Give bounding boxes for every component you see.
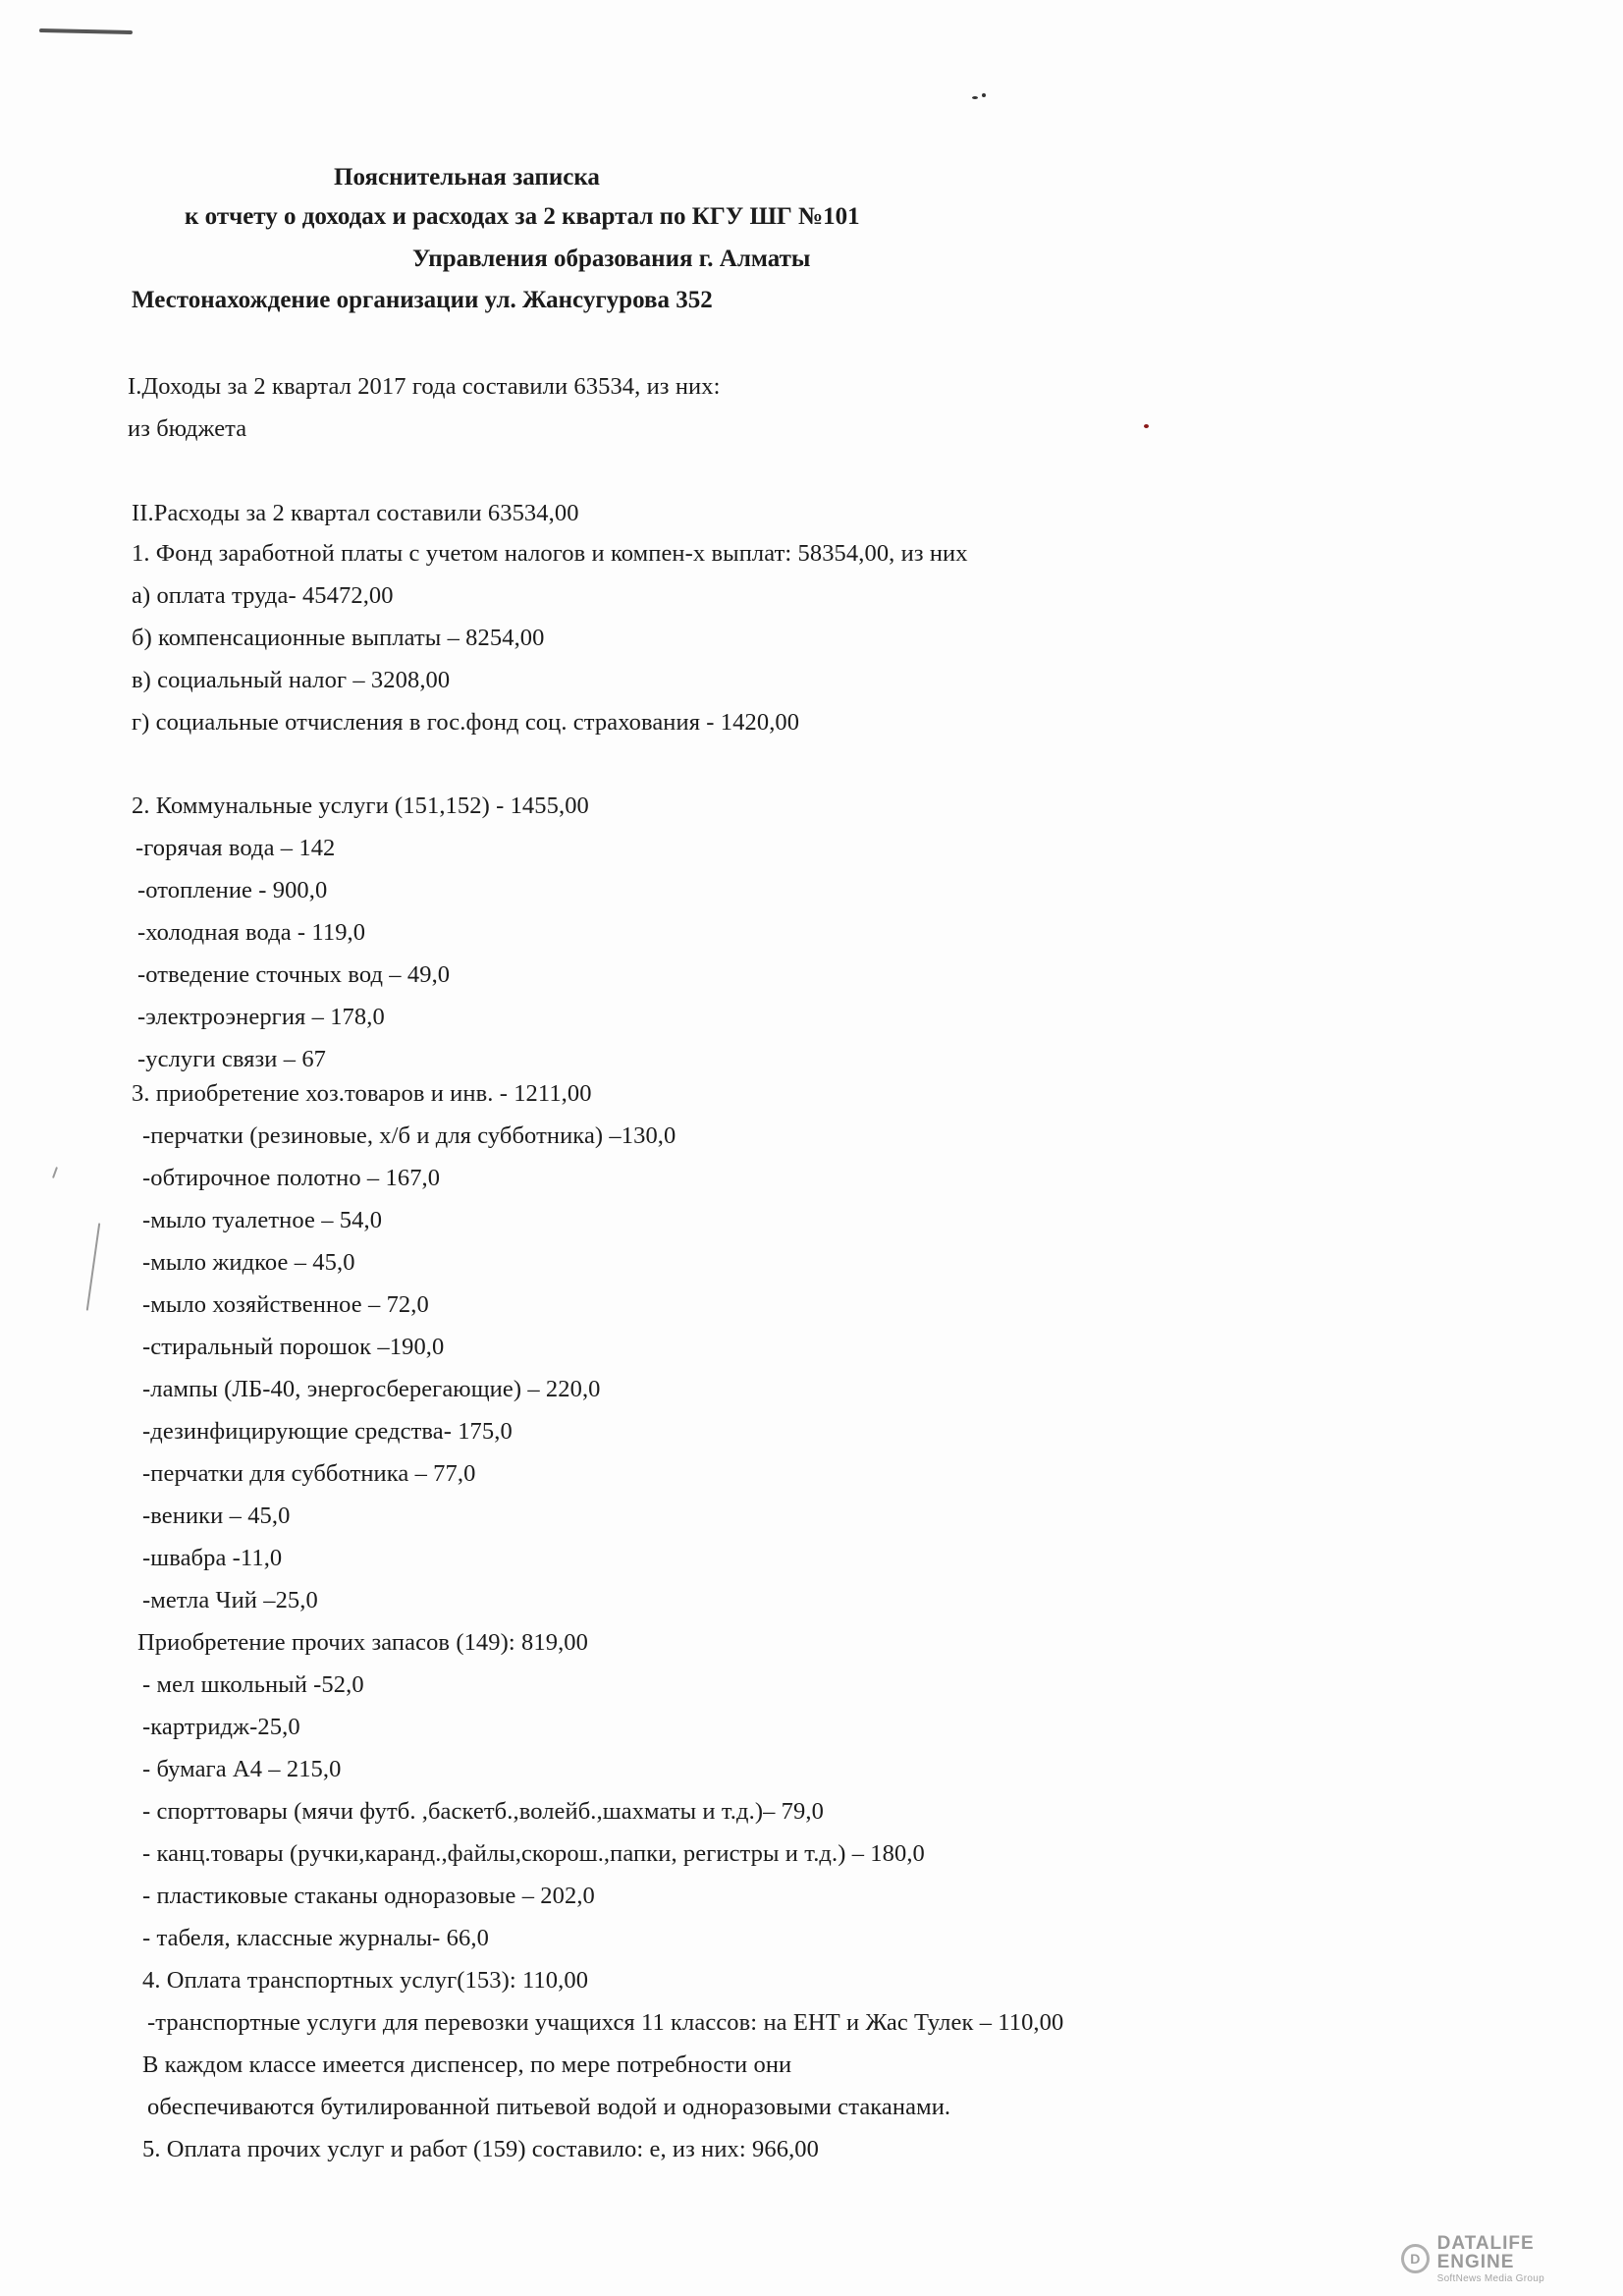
body-line: 3. приобретение хоз.товаров и инв. - 1211,00 (132, 1080, 592, 1107)
body-line: -отопление - 900,0 (137, 877, 328, 903)
body-line: из бюджета (128, 415, 247, 442)
body-line: - спорттовары (мячи футб. ,баскетб.,волейб.,шахматы и т.д.)– 79,0 (142, 1798, 824, 1825)
body-line: г) социальные отчисления в гос.фонд соц. страхования - 1420,00 (132, 709, 800, 736)
body-line: - канц.товары (ручки,каранд.,файлы,скорош.,папки, регистры и т.д.) – 180,0 (142, 1840, 925, 1867)
datalife-engine-watermark (1401, 2232, 1607, 2284)
body-line: -отведение сточных вод – 49,0 (137, 961, 451, 988)
body-line: -перчатки для субботника – 77,0 (142, 1460, 476, 1487)
watermark-main-text: DATALIFE ENGINE (1436, 2232, 1535, 2272)
body-line: Приобретение прочих запасов (149): 819,00 (137, 1629, 588, 1656)
ink-speck (1144, 424, 1149, 428)
ink-speck (982, 93, 986, 97)
department-line: Управления образования г. Алматы (412, 246, 811, 272)
body-line: -мыло хозяйственное – 72,0 (142, 1291, 429, 1318)
body-line: -лампы (ЛБ-40, энергосберегающие) – 220,0 (142, 1376, 601, 1402)
body-line: В каждом классе имеется диспенсер, по мере потребности они (142, 2051, 792, 2078)
document-title: Пояснительная записка (334, 164, 600, 191)
body-line: -швабра -11,0 (142, 1545, 283, 1571)
body-line: 4. Оплата транспортных услуг(153): 110,00 (142, 1967, 589, 1994)
margin-stroke (86, 1223, 101, 1310)
body-line: 1. Фонд заработной платы с учетом налогов и компен-х выплат: 58354,00, из них (132, 540, 968, 567)
corner-scan-mark (39, 28, 133, 34)
watermark-sub-text: SoftNews Media Group (1436, 2272, 1544, 2284)
body-line: -транспортные услуги для перевозки учащихся 11 классов: на ЕНТ и Жас Тулек – 110,00 (147, 2009, 1064, 2036)
body-line: -перчатки (резиновые, х/б и для субботника) –130,0 (142, 1122, 676, 1149)
body-line: в) социальный налог – 3208,00 (132, 667, 451, 693)
body-line: б) компенсационные выплаты – 8254,00 (132, 625, 545, 651)
body-line: -мыло туалетное – 54,0 (142, 1207, 383, 1233)
body-line: II.Расходы за 2 квартал составили 63534,00 (132, 500, 579, 526)
body-line: а) оплата труда- 45472,00 (132, 582, 394, 609)
body-line: -услуги связи – 67 (137, 1046, 327, 1072)
body-line: -веники – 45,0 (142, 1503, 291, 1529)
body-line: - мел школьный -52,0 (142, 1671, 364, 1698)
body-line: -обтирочное полотно – 167,0 (142, 1165, 441, 1191)
body-line: - табеля, классные журналы- 66,0 (142, 1925, 489, 1951)
body-line: -картридж-25,0 (142, 1714, 300, 1740)
body-line: I.Доходы за 2 квартал 2017 года составили 63534, из них: (128, 373, 721, 400)
body-line: обеспечиваются бутилированной питьевой водой и одноразовыми стаканами. (147, 2094, 951, 2120)
body-line: -метла Чий –25,0 (142, 1587, 318, 1613)
body-line: - пластиковые стаканы одноразовые – 202,0 (142, 1883, 595, 1909)
body-line: - бумага А4 – 215,0 (142, 1756, 342, 1782)
body-line: 5. Оплата прочих услуг и работ (159) составило: е, из них: 966,00 (142, 2136, 820, 2162)
body-line: -стиральный порошок –190,0 (142, 1334, 445, 1360)
body-line: -холодная вода - 119,0 (137, 919, 366, 946)
ink-speck (972, 96, 978, 99)
body-line: 2. Коммунальные услуги (151,152) - 1455,00 (132, 793, 589, 819)
document-subtitle: к отчету о доходах и расходах за 2 квартал по КГУ ШГ №101 (185, 203, 860, 230)
body-line: -мыло жидкое – 45,0 (142, 1249, 355, 1276)
location-line: Местонахождение организации ул. Жансугурова 352 (132, 287, 713, 313)
body-line: -дезинфицирующие средства- 175,0 (142, 1418, 513, 1445)
datalife-logo-icon: D (1401, 2244, 1430, 2273)
body-line: -горячая вода – 142 (135, 835, 336, 861)
margin-stroke (52, 1167, 58, 1178)
body-line: -электроэнергия – 178,0 (137, 1004, 385, 1030)
